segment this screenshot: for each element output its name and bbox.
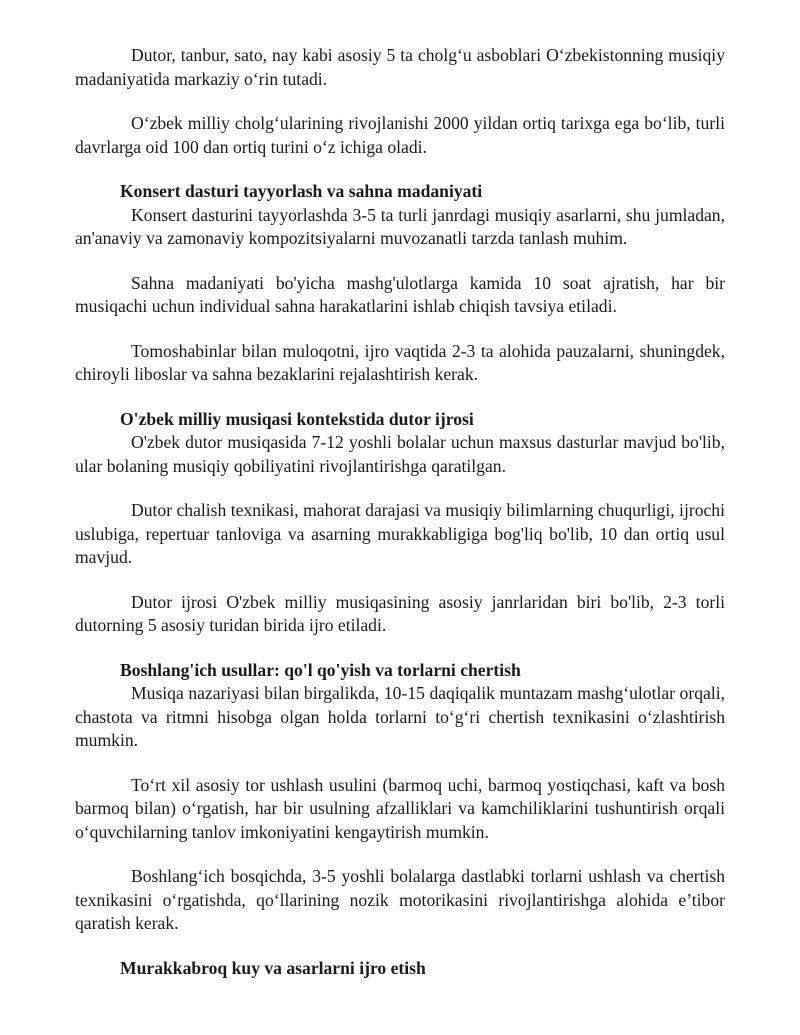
section-heading-advanced: Murakkabroq kuy va asarlarni ijro etish xyxy=(120,957,426,978)
paragraph-stage-culture: Sahna madaniyati bo'yicha mashg'ulotlarga kamida 10 soat ajratish, har bir musiqachi uchun individual sahna harakatlarini ishlab chiqish tavsiya etiladi. xyxy=(75,272,725,316)
paragraph-audience: Tomoshabinlar bilan muloqotni, ijro vaqtida 2-3 ta alohida pauzalarni, shuningdek, chiroyli liboslar va sahna bezaklarini rejalashtirish kerak. xyxy=(75,340,725,384)
section-heading-concert: Konsert dasturi tayyorlash va sahna madaniyati xyxy=(120,181,483,201)
paragraph-history: O‘zbek milliy cholg‘ularining rivojlanishi 2000 yildan ortiq tarixga ega bo‘lib, turli davrlarga oid 100 dan ortiq turini o‘z ichiga oladi. xyxy=(75,113,725,157)
section-heading-basics: Boshlang'ich usullar: qo'l qo'yish va torlarni chertish xyxy=(120,659,521,680)
paragraph-dutor-genres: Dutor ijrosi O'zbek milliy musiqasining asosiy janrlaridan biri bo'lib, 2-3 torli dutorning 5 asosiy turidan birida ijro etiladi. xyxy=(75,591,725,635)
paragraph-dutor-technique: Dutor chalish texnikasi, mahorat darajasi va musiqiy bilimlarning chuqurligi, ijrochi uslubiga, repertuar tanloviga va asarning murakkabligiga bog'liq bo'lib, 10 dan ortiq usul mavjud. xyxy=(75,500,725,567)
paragraph-concert-program: Konsert dasturini tayyorlashda 3-5 ta turli janrdagi musiqiy asarlarni, shu jumladan, an'anaviy va zamonaviy kompozitsiyalarni muvozanatli tarzda tanlash muhim. xyxy=(75,204,725,248)
paragraph-beginner-stage: Boshlang‘ich bosqichda, 3-5 yoshli bolalarga dastlabki torlarni ushlash va chertish texnikasini o‘rgatishda, qo‘llarining nozik motorikasini rivojlantirishga alohida e’tibor qaratish kerak. xyxy=(75,866,725,933)
paragraph-grip-methods: To‘rt xil asosiy tor ushlash usulini (barmoq uchi, barmoq yostiqchasi, kaft va bosh barmoq bilan) o‘rgatish, har bir usulning afzalliklari va kamchiliklarini tushuntirish orqali o‘quvchilarning tanlov imkoniyatini kengaytirish mumkin. xyxy=(75,774,725,842)
section-heading-dutor: O'zbek milliy musiqasi kontekstida dutor ijrosi xyxy=(120,408,474,429)
paragraph-dutor-programs: O'zbek dutor musiqasida 7-12 yoshli bolalar uchun maxsus dasturlar mavjud bo'lib, ular bolaning musiqiy qobiliyatini rivojlantirishga qaratilgan. xyxy=(75,432,725,476)
paragraph-plucking: Musiqa nazariyasi bilan birgalikda, 10-15 daqiqalik muntazam mashg‘ulotlar orqali, chastota va ritmni hisobga olgan holda torlarni to‘g‘ri chertish texnikasini o‘zlashtirish mumkin. xyxy=(75,683,725,750)
paragraph-instruments: Dutor, tanbur, sato, nay kabi asosiy 5 ta cholg‘u asboblari O‘zbekistonning musiqiy madaniyatida markaziy o‘rin tutadi. xyxy=(75,45,725,89)
